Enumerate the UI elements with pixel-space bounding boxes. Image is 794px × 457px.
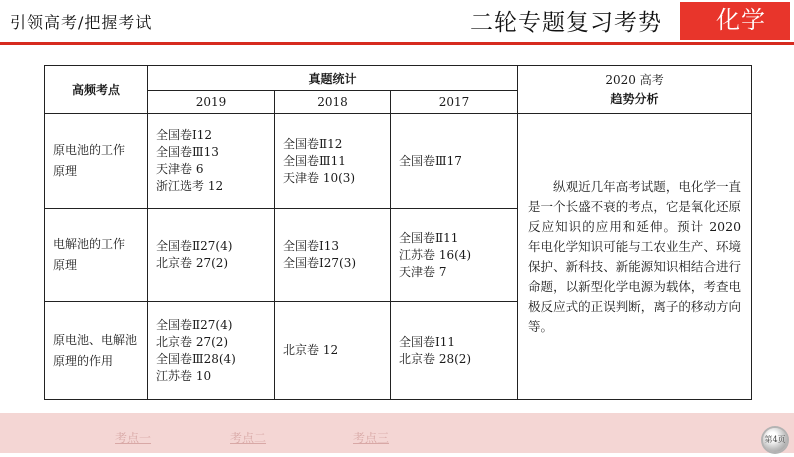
course-title: 二轮专题复习考势 [470,10,662,36]
exam-item: 全国卷Ⅲ17 [399,153,462,168]
nav-link-topic-2[interactable]: 考点二 [230,431,267,445]
exam-item: 全国卷Ⅰ12 [156,128,213,142]
subject-badge: 化学 [680,2,790,40]
exam-item: 全国卷Ⅰ11 [399,334,456,349]
cell-2017 [391,114,518,209]
exam-item: 全国卷Ⅱ11 [399,230,459,245]
nav-link-topic-3[interactable]: 考点三 [353,431,390,445]
exam-item: 全国卷Ⅱ12 [283,136,343,151]
page-number-badge: 第4页 [763,428,787,452]
topic-cell [45,114,148,209]
topic-text: 原理 [53,258,78,272]
cell-2019 [148,302,275,400]
exam-statistics-table [44,65,752,400]
exam-item: 天津卷 10(3) [283,170,356,185]
exam-item: 全国卷Ⅲ13 [156,145,219,159]
topic-cell [45,302,148,400]
cell-2018 [275,114,391,209]
exam-item: 北京卷 27(2) [156,334,229,349]
topic-text: 原理 [53,164,78,178]
cell-2018 [275,209,391,302]
nav-link-topic-1[interactable]: 考点一 [115,431,152,445]
exam-item: 北京卷 27(2) [156,256,229,270]
year-header-2018: 2018 [275,91,391,114]
topic-text: 电解池的工作 [53,237,126,251]
analysis-text: 纵观近几年高考试题，电化学一直是一个长盛不衰的考点，它是氧化还原反应知识的应用和延伸。预计 2020 年电化学知识可能与工农业生产、环境保护、新科技、新能源知识相结合进行命题，以新型化学电源为载体，考查电极反应式的正误判断，离子的移动方向等。 [528,178,742,334]
exam-item: 浙江选考 12 [156,179,224,193]
footer-nav [0,413,794,453]
series-title: 引领高考/把握考试 [10,13,153,32]
cell-2019 [148,114,275,209]
trend-analysis [518,114,752,400]
page-header [0,0,794,42]
topic-text: 原电池的工作 [53,143,126,157]
table-row [45,114,752,209]
exam-item: 全国卷Ⅲ28(4) [156,351,236,366]
exam-item: 全国卷Ⅰ27(3) [283,256,357,270]
exam-item: 全国卷Ⅰ13 [283,239,340,253]
topic-column-header: 高频考点 [45,66,148,114]
year-header-2017: 2017 [391,91,518,114]
stats-column-header: 真题统计 [148,66,518,91]
exam-item: 江苏卷 16(4) [399,247,472,262]
exam-item: 全国卷Ⅱ27(4) [156,239,233,253]
topic-text: 原电池、电解池 [53,332,138,347]
topic-text: 原理的作用 [53,353,114,368]
cell-2017 [391,209,518,302]
exam-item: 江苏卷 10 [156,368,212,383]
exam-item: 天津卷 7 [399,264,447,279]
trend-column-header [518,66,752,114]
trend-year: 2020 高考 [605,72,664,87]
exam-item: 全国卷Ⅱ27(4) [156,317,233,332]
topic-cell [45,209,148,302]
cell-2017 [391,302,518,400]
header-divider [0,42,794,45]
exam-item: 天津卷 6 [156,162,204,176]
exam-item: 北京卷 28(2) [399,351,472,366]
cell-2019 [148,209,275,302]
trend-label: 趋势分析 [610,91,659,106]
exam-item: 北京卷 12 [283,343,339,357]
exam-item: 全国卷Ⅲ11 [283,153,346,168]
cell-2018 [275,302,391,400]
year-header-2019: 2019 [148,91,275,114]
